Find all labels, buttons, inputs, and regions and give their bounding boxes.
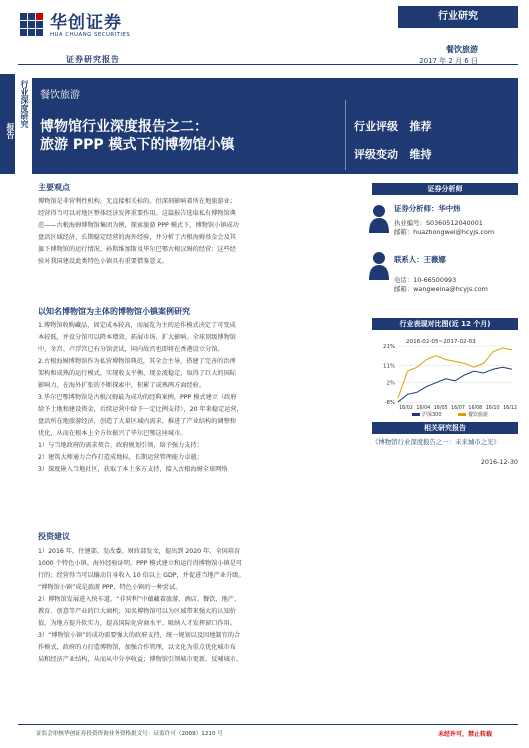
banner-separator <box>345 100 346 170</box>
footer-notice: 未经许可，禁止转载 <box>438 731 493 738</box>
header-sector: 餐饮旅游 <box>446 45 478 54</box>
text-line: 盘活区域经济，长期稳定经营的海外经验，并分析了古根海姆基金会及其 <box>38 234 236 241</box>
related-report-date: 2016-12-30 <box>480 458 518 466</box>
analyst-header: 证券分析师 <box>372 183 518 195</box>
x-tick-label: 16/04 <box>416 406 431 411</box>
analyst-name: 证券分析师：华中炜 <box>394 204 461 213</box>
investment-suggestion-title: 投资建议 <box>38 532 70 541</box>
text-line: 给予土地和建设资金，后续运营中给予一定比例支持），20 年来稳定运营， <box>38 406 243 413</box>
text-line: 优化，从而在根本上全方位振兴了毕尔巴鄂这座城市。 <box>38 430 187 437</box>
y-tick-label: 11% <box>383 363 395 370</box>
text-line: 3.毕尔巴鄂博物馆是古根汉姆最为成功的经典案例，PPP 模式建立（政府 <box>38 394 237 401</box>
chart-title: 2016-02-05~2017-02-03 <box>406 339 476 345</box>
text-line: 1000 个特色小镇。海外经验证明，PPP 模式建立和运行得博物馆小镇是可 <box>38 560 243 567</box>
text-line: 3）深度嵌入当地社区，获取了本土多方支持，接入古根海姆全球网络 <box>38 466 228 473</box>
report-type-badge: 行业研究 <box>398 6 518 28</box>
text-line: 范——古根海姆博物馆集团为例，探索旅游 PPP 模式下，博物馆小镇成功 <box>38 222 239 229</box>
text-line: 教育、创意等产业的巨大商机；知名博物馆可以为区域带来强大的认知价 <box>38 608 236 615</box>
text-line: 局和经济产业结构，从而从中分享收益；博物馆引领城市更新，反哺城市。 <box>38 656 243 663</box>
text-line: 作模式，政府的力打造博物馆，加强合作管理，以文化为重点优化城市布 <box>38 644 236 651</box>
contact-avatar-icon <box>368 250 390 280</box>
legend-swatch <box>458 413 466 416</box>
text-line: 影响力，在海外扩张的不断探索中，积累了成熟两方面经验。 <box>38 382 206 389</box>
report-title-line1: 博物馆行业深度报告之二： <box>40 119 208 135</box>
text-line: 2.古根海姆博物馆作为私营博物馆典范，其全会主导，搭建了完善的治理 <box>38 358 236 365</box>
text-line: 值，为地方提升软实力，提高国际化营商水平、吸纳人才发挥窗口作用。 <box>38 620 236 627</box>
case-study-title: 以知名博物馆为主体的博物馆小镇案例研究 <box>38 307 190 316</box>
legend-swatch <box>412 413 420 416</box>
contact-email: 邮箱：wangweina@hcyjs.com <box>394 285 488 293</box>
y-tick-label: -8% <box>384 400 395 406</box>
text-line: 经营得当可以对地区整体经济发挥重要作用。这篇报告选取私有博物馆典 <box>38 210 236 217</box>
text-line: 本较低，并设分馆可以降本增效、拓展市场、扩大影响。全球顶级博物馆 <box>38 334 236 341</box>
contact-name: 联系人：王薇娜 <box>394 255 446 264</box>
x-tick-label: 16/12 <box>503 406 517 411</box>
company-logo-icon <box>18 11 46 39</box>
legend-label: 餐饮旅游 <box>468 412 489 418</box>
text-line: 行的；经营得当可以撬动自身收入 10 倍以上 GDP，并促进当地产业升级。 <box>38 572 245 579</box>
research-label: 证券研究报告 <box>66 55 120 64</box>
footer-license: 证监会审核华创证券投资咨询业务资格批文号：证监许可（2009）1210 号 <box>36 731 223 737</box>
text-line: 旗下博物馆的运行情况、孙斯维加斯及毕尔巴鄂古根汉姆的经营；这些经 <box>38 246 236 253</box>
logo-text: 华创证券 <box>50 13 122 33</box>
text-line: 博物馆是非营利性机构，无直接相关标的。但深刻影响着所在地旅游业； <box>38 198 236 205</box>
text-line: “博物馆小镇”成是旅游 PPP、特色小镇的一种尝试。 <box>38 584 182 591</box>
series-line <box>398 348 512 398</box>
text-line: 2）博物馆发展进入快车道，“非营利”中蕴藏着旅游、酒店、餐饮、地产、 <box>38 596 241 603</box>
series-line <box>398 367 512 402</box>
analyst-email: 邮箱：huazhongwei@hcyjs.com <box>394 228 495 236</box>
text-line: 验对我国建设此类特色小镇具有重要借鉴意义。 <box>38 258 168 265</box>
text-line: 1）与当地政府的需求契合，政府规划引领，给予强力支持； <box>38 442 203 449</box>
report-title-line2: 旅游 PPP 模式下的博物馆小镇 <box>40 137 235 153</box>
banner-sector: 餐饮旅游 <box>40 90 80 101</box>
logo-english: HUA CHUANG SECURITIES <box>50 32 131 38</box>
y-tick-label: 2% <box>386 380 395 387</box>
x-tick-label: 16/02 <box>399 406 413 411</box>
text-line: 架构和成熟的运行模式，实现收支平衡，现金流稳定，取得了巨大的国际 <box>38 370 236 377</box>
text-line: 盘活所在地旅游经济，创造了大量区域内需求，推进了产业结构的调整和 <box>38 418 236 425</box>
chart-header: 行业表现对比图(近 12 个月) <box>372 318 518 330</box>
x-tick-label: 16/08 <box>468 406 483 411</box>
x-tick-label: 16/10 <box>485 406 500 411</box>
rating-change: 评级变动 维持 <box>354 148 432 161</box>
side-tab: 报告 <box>0 74 15 174</box>
text-line: 1.博物馆收购藏品，固定成本较高，而展览为主的运作模式决定了可变成 <box>38 322 236 329</box>
footer-divider <box>18 724 518 725</box>
x-tick-label: 16/05 <box>433 406 448 411</box>
x-tick-label: 16/07 <box>451 406 465 411</box>
text-line: 1）2016 年，住建部、发改委、财政部发文，提出到 2020 年，全国培育 <box>38 548 241 555</box>
contact-phone: 电话：10-66500993 <box>394 276 457 284</box>
industry-rating: 行业评级 推荐 <box>354 120 432 133</box>
investment-suggestion-body <box>38 546 338 666</box>
case-study-body <box>38 320 338 476</box>
legend-label: 沪深300 <box>422 412 442 418</box>
analyst-avatar-icon <box>368 203 390 233</box>
related-research-header: 相关研究报告 <box>372 422 518 434</box>
analyst-cert: 执业编号：S0360512040001 <box>394 219 483 227</box>
text-line: 中，冬宫、卢浮宫已有分馆尝试，国内故宫也即将在香港设立分馆。 <box>38 346 224 353</box>
report-date: 2017 年 2 月 6 日 <box>419 57 478 65</box>
viewpoint-body <box>38 196 338 268</box>
performance-chart <box>372 334 518 418</box>
text-line: 3）“博物馆小镇”的成功需要强大的政府支持，统一规划以及因地制宜的合 <box>38 632 241 639</box>
text-line: 2）建筑大师通力合作打造成地标，长期运营管理能力卓越； <box>38 454 203 461</box>
side-tab-type: 行业深度研究 <box>20 80 29 128</box>
viewpoint-title: 主要观点 <box>38 183 70 192</box>
y-tick-label: 21% <box>383 344 395 350</box>
related-report-title: 《博物馆行业深度报告之一：未来城市之光》 <box>372 438 500 446</box>
